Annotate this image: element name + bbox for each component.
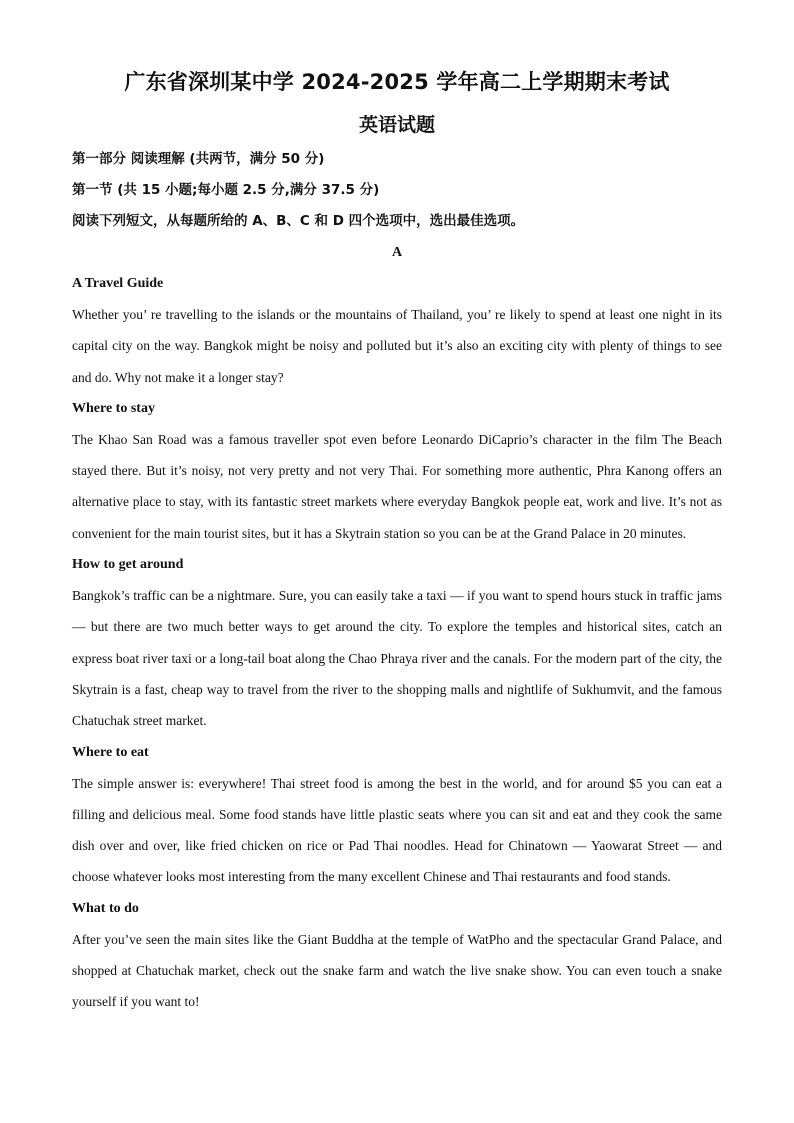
section-text-what-to-do: After you’ve seen the main sites like the Giant Buddha at the temple of WatPho and the spectacular Grand Palace, and shopped at Chatuchak market, check out the snake farm and watch the live snake show. You can even touch a snake yourself if you want to! [72,931,722,1010]
part-heading: 第一部分 阅读理解 (共两节，满分 50 分) [72,151,325,167]
exam-subtitle: 英语试题 [358,114,435,136]
section-heading-where-to-stay: Where to stay [72,400,155,416]
exam-title: 广东省深圳某中学 2024-2025 学年高二上学期期末考试 [124,70,670,94]
passage-title: A Travel Guide [72,276,164,291]
passage-letter: A [391,245,403,260]
section-heading: 第一节 (共 15 小题;每小题 2.5 分,满分 37.5 分) [72,182,380,198]
section-heading-what-to-do: What to do [72,900,139,916]
intro-paragraph: Whether you’ re travelling to the islands or the mountains of Thailand, you’ re likely to spend at least one night in its capital city on the way. Bangkok might be noisy and polluted but it’s also an exciting city with plenty of things to see and do. Why not make it a longer stay? [72,307,722,385]
instructions: 阅读下列短文，从每题所给的 A、B、C 和 D 四个选项中，选出最佳选项。 [72,213,525,229]
section-text-where-to-stay: The Khao San Road was a famous traveller spot even before Leonardo DiCaprio’s character in the film The Beach stayed there. But it’s noisy, not very pretty and not very Thai. For something more authentic, Phra Kanong offers an alternative place to stay, with its fantastic street markets where everyday Bangkok people eat, work and live. It’s not as convenient for the main tourist sites, but it has a Skytrain station so you can be at the Grand Palace in 20 minutes. [72,431,722,541]
section-heading-where-to-eat: Where to eat [72,744,149,760]
section-heading-how-to-get-around: How to get around [72,557,184,573]
exam-page [72,62,722,1018]
section-text-where-to-eat: The simple answer is: everywhere! Thai street food is among the best in the world, and for around $5 you can eat a filling and delicious meal. Some food stands have little plastic seats where you can sit and eat and they cook the same dish over and over, like fried chicken on rice or Pad Thai noodles. Head for Chinatown — Yaowarat Street — and choose whatever looks most interesting from the many excellent Chinese and Thai restaurants and food stands. [72,775,722,885]
section-text-how-to-get-around: Bangkok’s traffic can be a nightmare. Sure, you can easily take a taxi — if you want to spend hours stuck in traffic jams — but there are two much better ways to get around the city. To explore the temples and historical sites, catch an express boat river taxi or a long-tail boat along the Chao Phraya river and the canals. For the modern part of the city, the Skytrain is a fast, cheap way to travel from the river to the shopping malls and nightlife of Sukhumvit, and the famous Chatuchak street market. [72,588,722,729]
